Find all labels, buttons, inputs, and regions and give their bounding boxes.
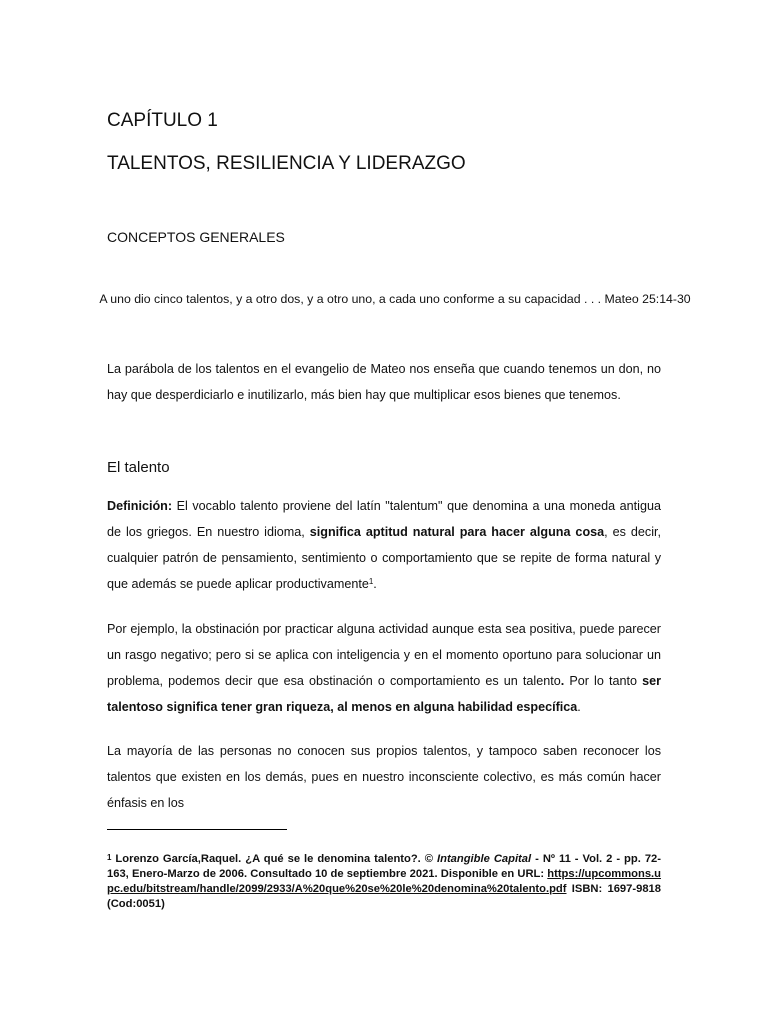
definition-bold: significa aptitud natural para hacer alguna cosa xyxy=(309,525,605,539)
definition-label: Definición: xyxy=(107,499,173,513)
paragraph-example xyxy=(107,616,661,720)
definition-text-2: , es decir, cualquier patrón de pensamiento, sentimiento o comportamiento que se repite de forma natural y que además se puede aplicar productivamente xyxy=(107,525,662,591)
paragraph-definition xyxy=(107,493,661,597)
footnote-text-3: ISBN: 1697-9818 (Cod:0051) xyxy=(107,883,661,910)
footnote-divider xyxy=(107,829,287,830)
footnote-ref[interactable]: 1 xyxy=(368,577,374,586)
paragraph-majority: La mayoría de las personas no conocen sus propios talentos, y tampoco saben reconocer los talentos que existen en los demás, pues en nuestro inconsciente colectivo, es más común hacer énfasis en los xyxy=(107,744,661,810)
example-text-1: Por ejemplo, la obstinación por practicar alguna actividad aunque esta sea positiva, puede parecer un rasgo negativo; pero si se aplica con inteligencia y en el momento oportuno para solucionar un problema, podemos decir que esa obstinación o comportamiento es un talento xyxy=(107,622,661,688)
chapter-heading: CAPÍTULO 1 xyxy=(107,110,218,131)
definition-text-3: . xyxy=(373,577,377,591)
example-text-2: Por lo tanto xyxy=(564,674,643,688)
chapter-title: TALENTOS, RESILIENCIA Y LIDERAZGO xyxy=(107,153,466,174)
epigraph-quote: A uno dio cinco talentos, y a otro dos, y a otro uno, a cada uno conforme a su capacidad . . . Mateo 25:14-30 xyxy=(99,292,691,306)
footnote-text-2: - Nº 11 - Vol. 2 - pp. 72-163, Enero-Marzo de 2006. Consultado 10 de septiembre 2021. Disponible en URL: xyxy=(107,853,661,880)
subheading-talento: El talento xyxy=(107,459,170,476)
example-dot: . xyxy=(560,674,565,688)
footnote-text-1: Lorenzo García,Raquel. ¿A qué se le denomina talento?. © xyxy=(111,853,437,865)
section-heading: CONCEPTOS GENERALES xyxy=(107,229,285,245)
example-bold: ser talentoso significa tener gran riqueza, al menos en alguna habilidad específica xyxy=(107,674,662,714)
definition-text-1: El vocablo talento proviene del latín "talentum" que denomina a una moneda antigua de los griegos. En nuestro idioma, xyxy=(107,499,661,539)
footnote-url-link[interactable]: https://upcommons.upc.edu/bitstream/handle/2099/2933/A%20que%20se%20le%20denomina%20talento.pdf xyxy=(107,868,661,895)
footnote xyxy=(107,852,661,912)
footnote-journal: Intangible Capital xyxy=(437,853,532,865)
footnote-number: 1 xyxy=(107,853,112,862)
example-text-3: . xyxy=(577,700,581,714)
paragraph-intro: La parábola de los talentos en el evangelio de Mateo nos enseña que cuando tenemos un don, no hay que desperdiciarlo e inutilizarlo, más bien hay que multiplicar esos bienes que tenemos. xyxy=(107,362,661,402)
